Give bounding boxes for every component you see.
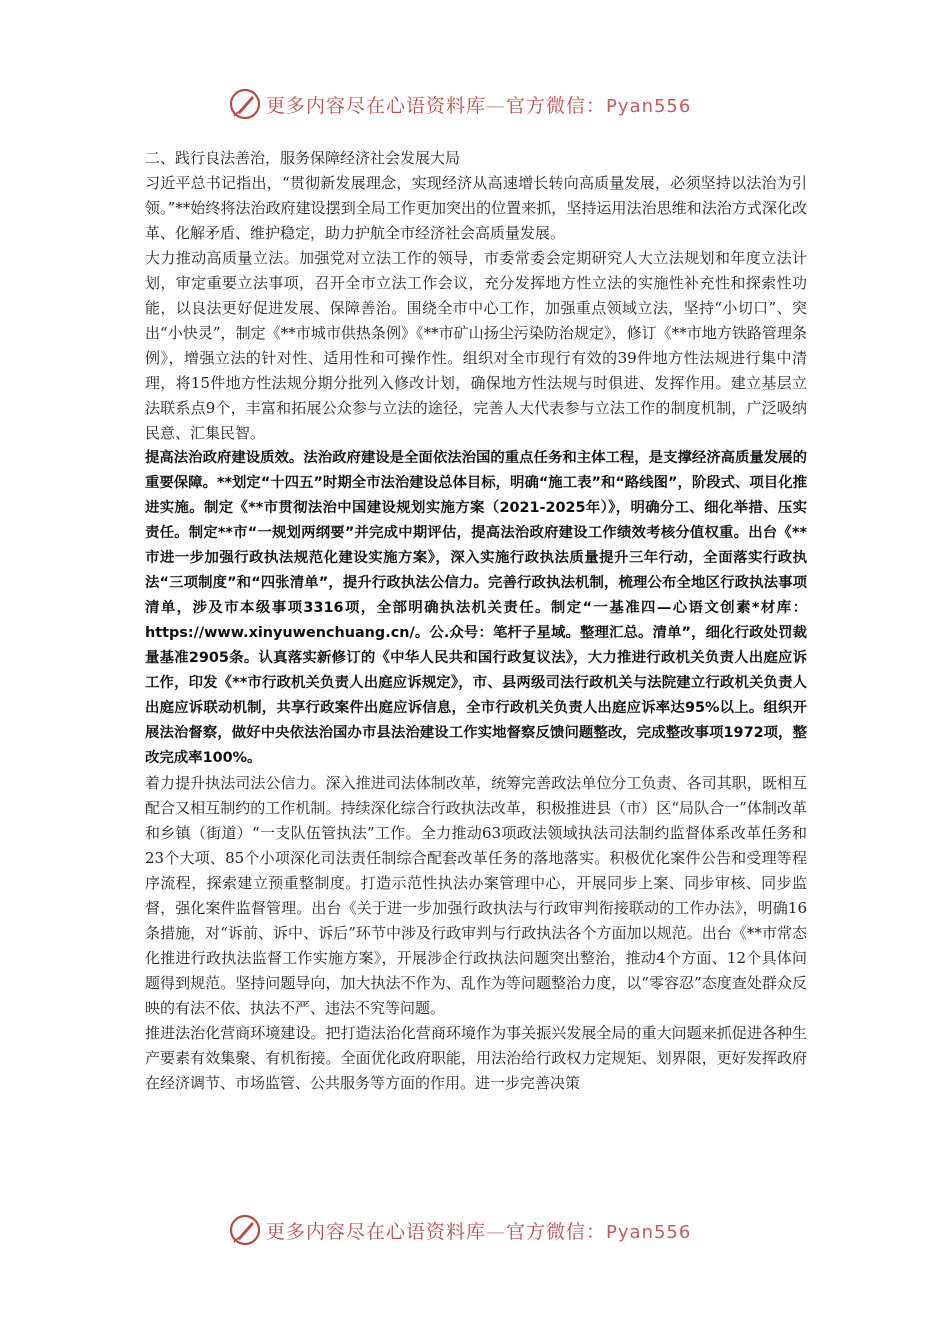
paragraph-legislation: 大力推动高质量立法。加强党对立法工作的领导，市委常委会定期研究人大立法规划和年度立法计划，审定重要立法事项，召开全市立法工作会议，充分发挥地方性立法的实施性补充性和探索性功能，以良法更好促进发展、保障善治。围绕全市中心工作，加强重点领域立法，坚持“小切口”、突出“小快灵”，制定《**市城市供热条例》《**市矿山扬尘污染防治规定》，修订《**市地方铁路管理条例》，增强立法的针对性、适用性和可操作性。组织对全市现行有效的39件地方性法规进行集中清理，将15件地方性法规分期分批列入修改计划，确保地方性法规与时俱进、发挥作用。建立基层立法联系点9个，丰富和拓展公众参与立法的途径，完善人大代表参与立法工作的制度机制，广泛吸纳民意、汇集民智。 [145,249,807,442]
watermark-wechat-label: 官方微信： [506,94,607,117]
document-body [145,146,807,1096]
watermark-wechat-id: Pyan556 [606,1221,692,1243]
paragraph-business-environment: 推进法治化营商环境建设。把打造法治化营商环境作为事关振兴发展全局的重大问题来抓促进各种生产要素有效集聚、有机衔接。全面优化政府职能，用法治给行政权力定规矩、划界限，更好发挥政府在经济调节、市场监管、公共服务等方面的作用。进一步完善决策 [145,1024,807,1092]
section-heading: 二、践行良法善治，服务保障经济社会发展大局 [145,149,461,167]
watermark-separator: — [486,94,507,117]
header-watermark-banner [228,84,728,124]
paragraph-law-enforcement: 着力提升执法司法公信力。深入推进司法体制改革，统筹完善政法单位分工负责、各司其职，既相互配合又相互制约的工作机制。持续深化综合行政执法改革，积极推进县（市）区“局队合一”体制改革和乡镇（街道）“一支队伍管执法”工作。全力推动63项政法领域执法司法制约监督体系改革任务和23个大项、85个小项深化司法责任制综合配套改革任务的落地落实。积极优化案件公告和受理等程序流程，探索建立预重整制度。打造示范性执法办案管理中心，开展同步上案、同步审核、同步监督，强化案件监督管理。出台《关于进一步加强行政执法与行政审判衔接联动的工作办法》，明确16条措施，对“诉前、诉中、诉后”环节中涉及行政审判与行政执法各个方面加以规范。出台《**市常态化推进行政执法监督工作实施方案》，开展涉企行政执法问题突出整治，推动4个方面、12个具体问题得到规范。坚持问题导向，加大执法不作为、乱作为等问题整治力度，以“零容忍”态度查处群众反映的有法不依、执法不严、违法不究等问题。 [145,774,807,1017]
footer-watermark-banner [228,1210,728,1250]
paragraph-rule-of-law-government: 提高法治政府建设质效。法治政府建设是全面依法治国的重点任务和主体工程，是支撑经济高质量发展的重要保障。**划定“十四五”时期全市法治建设总体目标，明确“施工表”和“路线图”，阶段式、项目化推进实施。制定《**市贯彻法治中国建设规划实施方案（2021-2025年）》，明确分工、细化举措、压实责任。制定**市“一规划两纲要”并完成中期评估，提高法治政府建设工作绩效考核分值权重。出台《**市进一步加强行政执法规范化建设实施方案》，深入实施行政执法质量提升三年行动，全面落实行政执法“三项制度”和“四张清单”，提升行政执法公信力。完善行政执法机制，梳理公布全地区行政执法事项清单，涉及市本级事项3316项，全部明确执法机关责任。制定“一基准四—心语文创素*材库：https://www.xinyuwenchuang.cn/。公.众号：笔杆子星域。整理汇总。清单”，细化行政处罚裁量基准2905条。认真落实新修订的《中华人民共和国行政复议法》，大力推进行政机关负责人出庭应诉工作，印发《**市行政机关负责人出庭应诉规定》，市、县两级司法行政机关与法院建立行政机关负责人出庭应诉联动机制，共享行政案件出庭应诉信息，全市行政机关负责人出庭应诉率达95%以上。组织开展法治督察，做好中央依法治国办市县法治建设工作实地督察反馈问题整改，完成整改事项1972项，整改完成率100%。 [145,450,807,766]
watermark-main: 更多内容尽在心语资料库 [266,94,487,117]
quill-logo-icon [228,1213,262,1247]
watermark-main: 更多内容尽在心语资料库 [266,1220,487,1243]
watermark-wechat-label: 官方微信： [506,1220,607,1243]
quill-logo-icon [228,87,262,121]
watermark-wechat-id: Pyan556 [606,95,692,117]
paragraph-intro: 习近平总书记指出，“贯彻新发展理念，实现经济从高速增长转向高质量发展，必须坚持以法治为引领。”**始终将法治政府建设摆到全局工作更加突出的位置来抓，坚持运用法治思维和法治方式深化改革、化解矛盾、维护稳定，助力护航全市经济社会高质量发展。 [145,174,807,242]
watermark-text [266,91,691,118]
watermark-text [266,1217,691,1244]
watermark-separator: — [486,1220,507,1243]
